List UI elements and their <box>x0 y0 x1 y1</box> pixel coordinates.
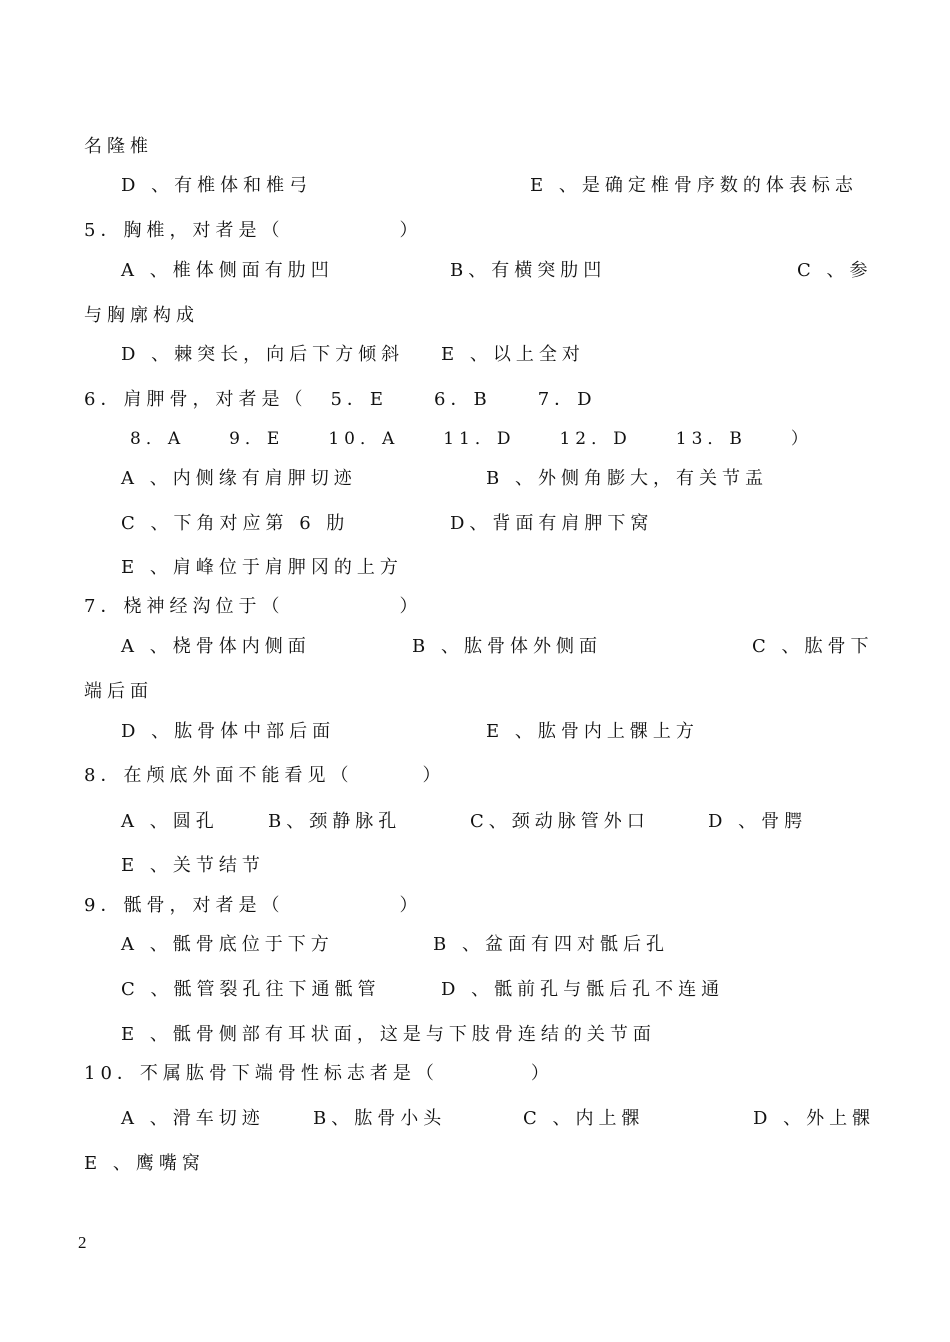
page-number: 2 <box>78 1233 87 1252</box>
option-a: A 、圆孔 <box>121 811 219 832</box>
option-e: E 、鹰嘴窝 <box>84 1153 205 1174</box>
option-c: C 、下角对应第 6 肋 <box>121 513 350 534</box>
option-a: A 、滑车切迹 <box>121 1108 265 1129</box>
question-9: 9．骶骨，对者是（ ） <box>84 895 423 916</box>
question-6: 6．肩胛骨，对者是（ 5．E 6．B 7．D <box>84 389 597 410</box>
option-c: C、颈动脉管外口 <box>470 811 650 832</box>
option-e: E 、是确定椎骨序数的体表标志 <box>530 175 858 196</box>
option-b: B、颈静脉孔 <box>268 811 402 832</box>
option-d: D 、有椎体和椎弓 <box>121 175 313 196</box>
text-line: 端后面 <box>84 681 153 702</box>
option-b: B 、盆面有四对骶后孔 <box>433 934 669 955</box>
option-a: A 、桡骨体内侧面 <box>121 636 311 657</box>
option-d: D 、骶前孔与骶后孔不连通 <box>441 979 725 1000</box>
option-d: D 、棘突长，向后下方倾斜 <box>121 344 405 365</box>
option-c: C 、内上髁 <box>523 1108 645 1129</box>
text-line: 名隆椎 <box>84 136 153 157</box>
option-a: A 、内侧缘有肩胛切迹 <box>121 468 357 489</box>
question-5: 5．胸椎，对者是（ ） <box>84 220 423 241</box>
option-d: D、背面有肩胛下窝 <box>450 513 654 534</box>
answer-key-line: 8．A 9．E 10．A 11．D 12．D 13．B ） <box>130 429 813 449</box>
option-b: B 、肱骨体外侧面 <box>412 636 602 657</box>
option-b: B、肱骨小头 <box>313 1108 447 1129</box>
option-d: D 、外上髁 <box>753 1108 876 1129</box>
question-8: 8．在颅底外面不能看见（ ） <box>84 765 446 786</box>
option-c: C 、骶管裂孔往下通骶管 <box>121 979 381 1000</box>
option-e: E 、以上全对 <box>441 344 585 365</box>
option-b: B、有横突肋凹 <box>450 260 607 281</box>
option-a: A 、骶骨底位于下方 <box>121 934 334 955</box>
text-line: 与胸廓构成 <box>84 305 199 326</box>
option-e: E 、关节结节 <box>121 855 265 876</box>
option-d: D 、骨腭 <box>708 811 808 832</box>
option-e: E 、肩峰位于肩胛冈的上方 <box>121 557 403 578</box>
option-e: E 、肱骨内上髁上方 <box>486 721 699 742</box>
option-d: D 、肱骨体中部后面 <box>121 721 336 742</box>
option-c: C 、肱骨下 <box>752 636 874 657</box>
option-e: E 、骶骨侧部有耳状面，这是与下肢骨连结的关节面 <box>121 1024 656 1045</box>
option-a: A 、椎体侧面有肋凹 <box>121 260 334 281</box>
question-7: 7．桡神经沟位于（ ） <box>84 596 423 617</box>
option-c: C 、参 <box>797 260 873 281</box>
question-10: 10．不属肱骨下端骨性标志者是（ ） <box>84 1063 554 1084</box>
option-b: B 、外侧角膨大，有关节盂 <box>486 468 768 489</box>
